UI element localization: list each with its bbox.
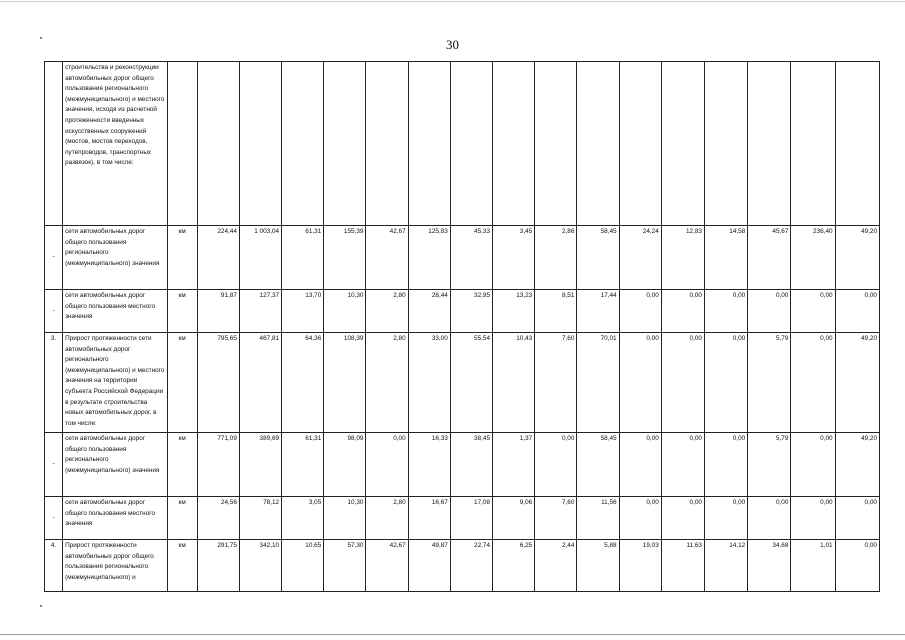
value-cell: 5,88	[577, 540, 619, 592]
value-cell: 0,00	[791, 497, 835, 540]
value-cell: 45,67	[748, 226, 791, 290]
row-number-cell: 3.	[45, 333, 63, 433]
unit-cell: км	[167, 333, 197, 433]
value-cell: 467,81	[239, 333, 281, 433]
row-number-cell: 4.	[45, 540, 63, 592]
value-cell: 10,65	[282, 540, 324, 592]
value-cell: 0,00	[835, 290, 879, 333]
value-cell	[282, 62, 324, 226]
value-cell: 2,80	[366, 497, 408, 540]
value-cell: 12,83	[661, 226, 704, 290]
value-cell: 125,83	[408, 226, 450, 290]
value-cell: 14,58	[704, 226, 747, 290]
value-cell: 389,69	[239, 433, 281, 497]
value-cell: 0,00	[791, 333, 835, 433]
value-cell: 108,39	[324, 333, 366, 433]
value-cell: 6,25	[493, 540, 535, 592]
value-cell: 57,30	[324, 540, 366, 592]
value-cell	[704, 62, 747, 226]
value-cell: 7,60	[535, 333, 577, 433]
value-cell: 0,00	[835, 497, 879, 540]
value-cell: 2,80	[366, 290, 408, 333]
value-cell: 14,12	[704, 540, 747, 592]
table-row	[45, 540, 880, 592]
row-number-cell	[45, 62, 63, 226]
value-cell	[493, 62, 535, 226]
value-cell: 49,20	[835, 433, 879, 497]
value-cell: 0,00	[619, 497, 661, 540]
data-table	[44, 61, 880, 592]
value-cell: 70,01	[577, 333, 619, 433]
unit-cell: км	[167, 497, 197, 540]
row-number-cell: -	[45, 497, 63, 540]
row-number-cell: -	[45, 226, 63, 290]
value-cell: 0,00	[748, 497, 791, 540]
value-cell: 42,67	[366, 540, 408, 592]
value-cell: 5,79	[748, 333, 791, 433]
value-cell: 42,67	[366, 226, 408, 290]
value-cell	[450, 62, 492, 226]
table-row	[45, 497, 880, 540]
value-cell: 34,68	[748, 540, 791, 592]
value-cell: 16,33	[408, 433, 450, 497]
value-cell: 0,00	[791, 433, 835, 497]
indicator-name-cell: сети автомобильных дорог общего пользования местного значения	[63, 290, 168, 333]
value-cell: 127,37	[239, 290, 281, 333]
value-cell: 49,20	[835, 226, 879, 290]
value-cell: 33,00	[408, 333, 450, 433]
value-cell	[366, 62, 408, 226]
table-row	[45, 333, 880, 433]
value-cell: 55,54	[450, 333, 492, 433]
indicator-name-cell: Прирост протяженности сети автомобильных дорог регионального (межмуниципального) и местного значения на территории субъекта Российской Федерации в результате строительства новых автомобильных дорог, в том числе:	[63, 333, 168, 433]
value-cell: 28,44	[408, 290, 450, 333]
value-cell: 24,24	[619, 226, 661, 290]
value-cell: 3,05	[282, 497, 324, 540]
value-cell: 91,87	[197, 290, 239, 333]
value-cell: 58,45	[577, 226, 619, 290]
value-cell: 9,06	[493, 497, 535, 540]
value-cell: 0,00	[704, 290, 747, 333]
value-cell: 0,00	[704, 333, 747, 433]
value-cell	[835, 62, 879, 226]
value-cell	[791, 62, 835, 226]
value-cell: 224,44	[197, 226, 239, 290]
table-row	[45, 226, 880, 290]
scan-edge-bottom	[0, 634, 905, 635]
scan-speck	[40, 37, 42, 39]
value-cell: 0,00	[661, 290, 704, 333]
value-cell: 2,86	[535, 226, 577, 290]
indicator-name-cell: Прирост протяженности автомобильных дорог общего пользования регионального (межмуниципального) и	[63, 540, 168, 592]
value-cell: 0,00	[366, 433, 408, 497]
value-cell: 32,95	[450, 290, 492, 333]
value-cell: 61,31	[282, 433, 324, 497]
value-cell: 38,45	[450, 433, 492, 497]
value-cell: 8,51	[535, 290, 577, 333]
value-cell: 19,03	[619, 540, 661, 592]
value-cell	[324, 62, 366, 226]
value-cell: 11,56	[577, 497, 619, 540]
value-cell: 64,36	[282, 333, 324, 433]
value-cell: 0,00	[661, 497, 704, 540]
unit-cell: км	[167, 290, 197, 333]
indicator-name-cell: сети автомобильных дорог общего пользования местного значения	[63, 497, 168, 540]
scan-speck	[40, 605, 42, 607]
value-cell: 13,23	[493, 290, 535, 333]
unit-cell: км	[167, 433, 197, 497]
value-cell	[408, 62, 450, 226]
scan-edge-top	[0, 1, 905, 2]
value-cell: 0,00	[748, 290, 791, 333]
value-cell: 78,12	[239, 497, 281, 540]
value-cell: 1 003,04	[239, 226, 281, 290]
indicator-name-cell: сети автомобильных дорог общего пользования регионального (межмуниципального) значения	[63, 433, 168, 497]
page-number: 30	[446, 37, 459, 52]
value-cell: 236,40	[791, 226, 835, 290]
value-cell: 0,00	[619, 433, 661, 497]
value-cell: 49,20	[835, 333, 879, 433]
unit-cell: км	[167, 226, 197, 290]
table-row	[45, 433, 880, 497]
value-cell	[197, 62, 239, 226]
value-cell	[748, 62, 791, 226]
unit-cell	[167, 62, 197, 226]
table-row	[45, 62, 880, 226]
value-cell	[577, 62, 619, 226]
table-row	[45, 290, 880, 333]
value-cell: 1,01	[791, 540, 835, 592]
value-cell: 0,00	[835, 540, 879, 592]
value-cell: 0,00	[661, 333, 704, 433]
value-cell: 45,33	[450, 226, 492, 290]
row-number-cell: -	[45, 433, 63, 497]
value-cell: 291,75	[197, 540, 239, 592]
value-cell: 795,65	[197, 333, 239, 433]
value-cell	[619, 62, 661, 226]
value-cell: 0,00	[535, 433, 577, 497]
indicator-name-cell: строительства и реконструкции автомобильных дорог общего пользования регионального (межмуниципального) и местного значения, исходя из расчетной протяженности введенных искусственных сооружений (мостов, мостов переходов, путепроводов, транспортных развязок), в том числе:	[63, 62, 168, 226]
value-cell	[661, 62, 704, 226]
value-cell	[239, 62, 281, 226]
value-cell: 2,80	[366, 333, 408, 433]
value-cell: 22,74	[450, 540, 492, 592]
value-cell: 3,45	[493, 226, 535, 290]
value-cell: 0,00	[661, 433, 704, 497]
value-cell: 7,60	[535, 497, 577, 540]
value-cell: 342,10	[239, 540, 281, 592]
value-cell: 5,79	[748, 433, 791, 497]
value-cell: 16,67	[408, 497, 450, 540]
value-cell: 2,44	[535, 540, 577, 592]
value-cell: 0,00	[619, 333, 661, 433]
unit-cell: км	[167, 540, 197, 592]
value-cell: 58,45	[577, 433, 619, 497]
value-cell: 1,37	[493, 433, 535, 497]
value-cell: 49,87	[408, 540, 450, 592]
value-cell: 17,08	[450, 497, 492, 540]
value-cell: 10,43	[493, 333, 535, 433]
value-cell: 0,00	[619, 290, 661, 333]
value-cell: 0,00	[704, 433, 747, 497]
value-cell: 771,09	[197, 433, 239, 497]
row-number-cell: -	[45, 290, 63, 333]
value-cell: 98,09	[324, 433, 366, 497]
indicator-name-cell: сети автомобильных дорог общего пользования регионального (межмуниципального) значения	[63, 226, 168, 290]
value-cell: 0,00	[704, 497, 747, 540]
value-cell	[535, 62, 577, 226]
value-cell: 11,63	[661, 540, 704, 592]
value-cell: 0,00	[791, 290, 835, 333]
value-cell: 17,44	[577, 290, 619, 333]
value-cell: 10,30	[324, 290, 366, 333]
value-cell: 61,31	[282, 226, 324, 290]
value-cell: 24,56	[197, 497, 239, 540]
value-cell: 155,39	[324, 226, 366, 290]
value-cell: 10,30	[324, 497, 366, 540]
value-cell: 13,70	[282, 290, 324, 333]
